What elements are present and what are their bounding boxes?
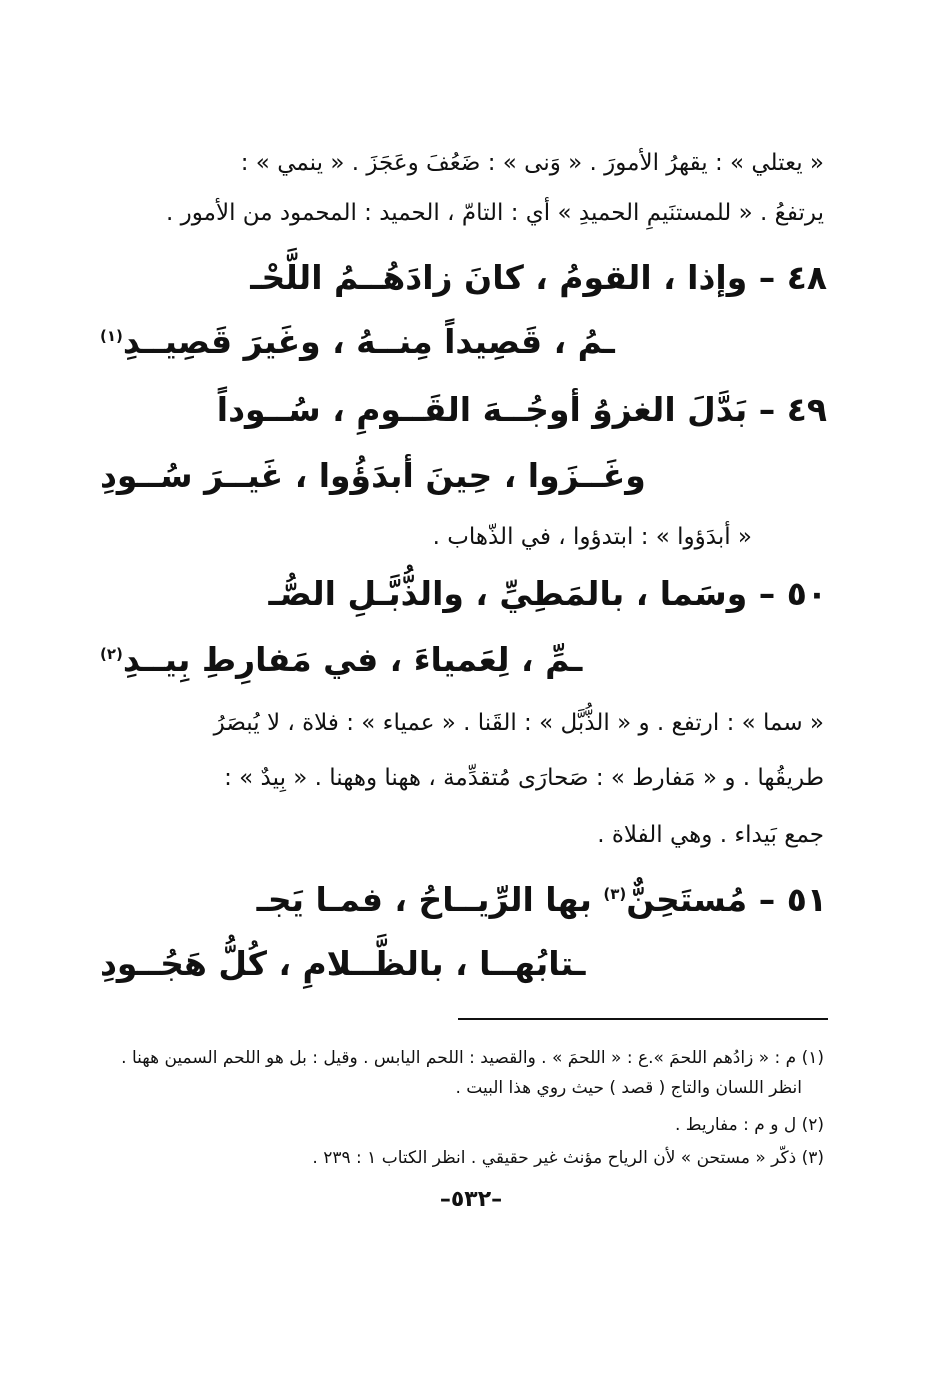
footnote-mark: (١) [100,327,123,345]
verse-text: بها الرِّيــاحُ ، فمـا يَجـ [256,880,592,919]
verse-49-second-hemistich: وغَــزَوا ، حِينَ أبدَؤُوا ، غَيــرَ سُــودِ [100,456,646,495]
gloss-line: جمع بَيداء . وهي الفلاة . [597,822,824,848]
verse-text: ـمُ ، قَصِيداً مِنــهُ ، وغَيرَ قَصِيــدِ [122,322,615,361]
verse-51-second-hemistich: ـتابُهــا ، بالظَّــلامِ ، كُلُّ هَجُــودِ [100,944,586,983]
gloss-line: « يعتلي » : يقهرُ الأمورَ . « وَنى » : ضَعُفَ وعَجَزَ . « ينمي » : [240,150,824,176]
verse-50-first-hemistich: ٥٠ – وسَما ، بالمَطِيِّ ، والذُّبَّـلِ الصُّـ [268,574,827,613]
gloss-line: « سما » : ارتفع . و « الذُّبَّل » : القَنا . « عمياء » : فلاة ، لا يُبصَرُ [213,710,824,736]
verse-50-second-hemistich [100,640,582,679]
footnote: انظر اللسان والتاج ( قصد ) حيث روي هذا البيت . [455,1078,802,1098]
footnote: (٢) ل و م : مفاريط . [674,1115,824,1135]
footnote-mark: (٢) [100,645,123,663]
gloss-line: « أبدَؤوا » : ابتدؤوا ، في الذّهاب . [432,524,752,550]
verse-51-first-hemistich [257,880,827,919]
verse-48-first-hemistich: ٤٨ – وإذا ، القومُ ، كانَ زادَهُــمُ اللَّحْـ [250,258,827,297]
footnote-separator [458,1018,828,1020]
verse-text: ٥١ – مُستَحِنٌّ [626,880,827,919]
page-number: –٥٣٢– [439,1187,503,1212]
footnote: (١) م : « زادُهم اللحمَ ».ع : « اللحمَ » . والقصيد : اللحم اليابس . وقيل : بل هو اللحم السمين ههنا . [121,1048,824,1068]
verse-text: ـمِّ ، لِعَمياءَ ، في مَفارِطِ بِيــدِ [122,640,583,679]
gloss-line: طريقُها . و « مَفارط » : صَحارَى مُتقدِّمة ، ههنا وههنا . « بِيدٌ » : [224,765,824,791]
gloss-line: يرتفعُ . « للمستنَيمِ الحميدِ » أي : التامّ ، الحميد : المحمود من الأمور . [166,200,824,226]
verse-48-second-hemistich [100,322,615,361]
footnote: (٣) ذكّر « مستحن » لأن الرياح مؤنث غير حقيقي . انظر الكتاب ١ : ٢٣٩ . [312,1148,824,1168]
verse-49-first-hemistich: ٤٩ – بَدَّلَ الغزوُ أوجُــهَ القَــومِ ، سُــوداً [216,390,827,429]
footnote-mark: (٣) [603,885,627,903]
